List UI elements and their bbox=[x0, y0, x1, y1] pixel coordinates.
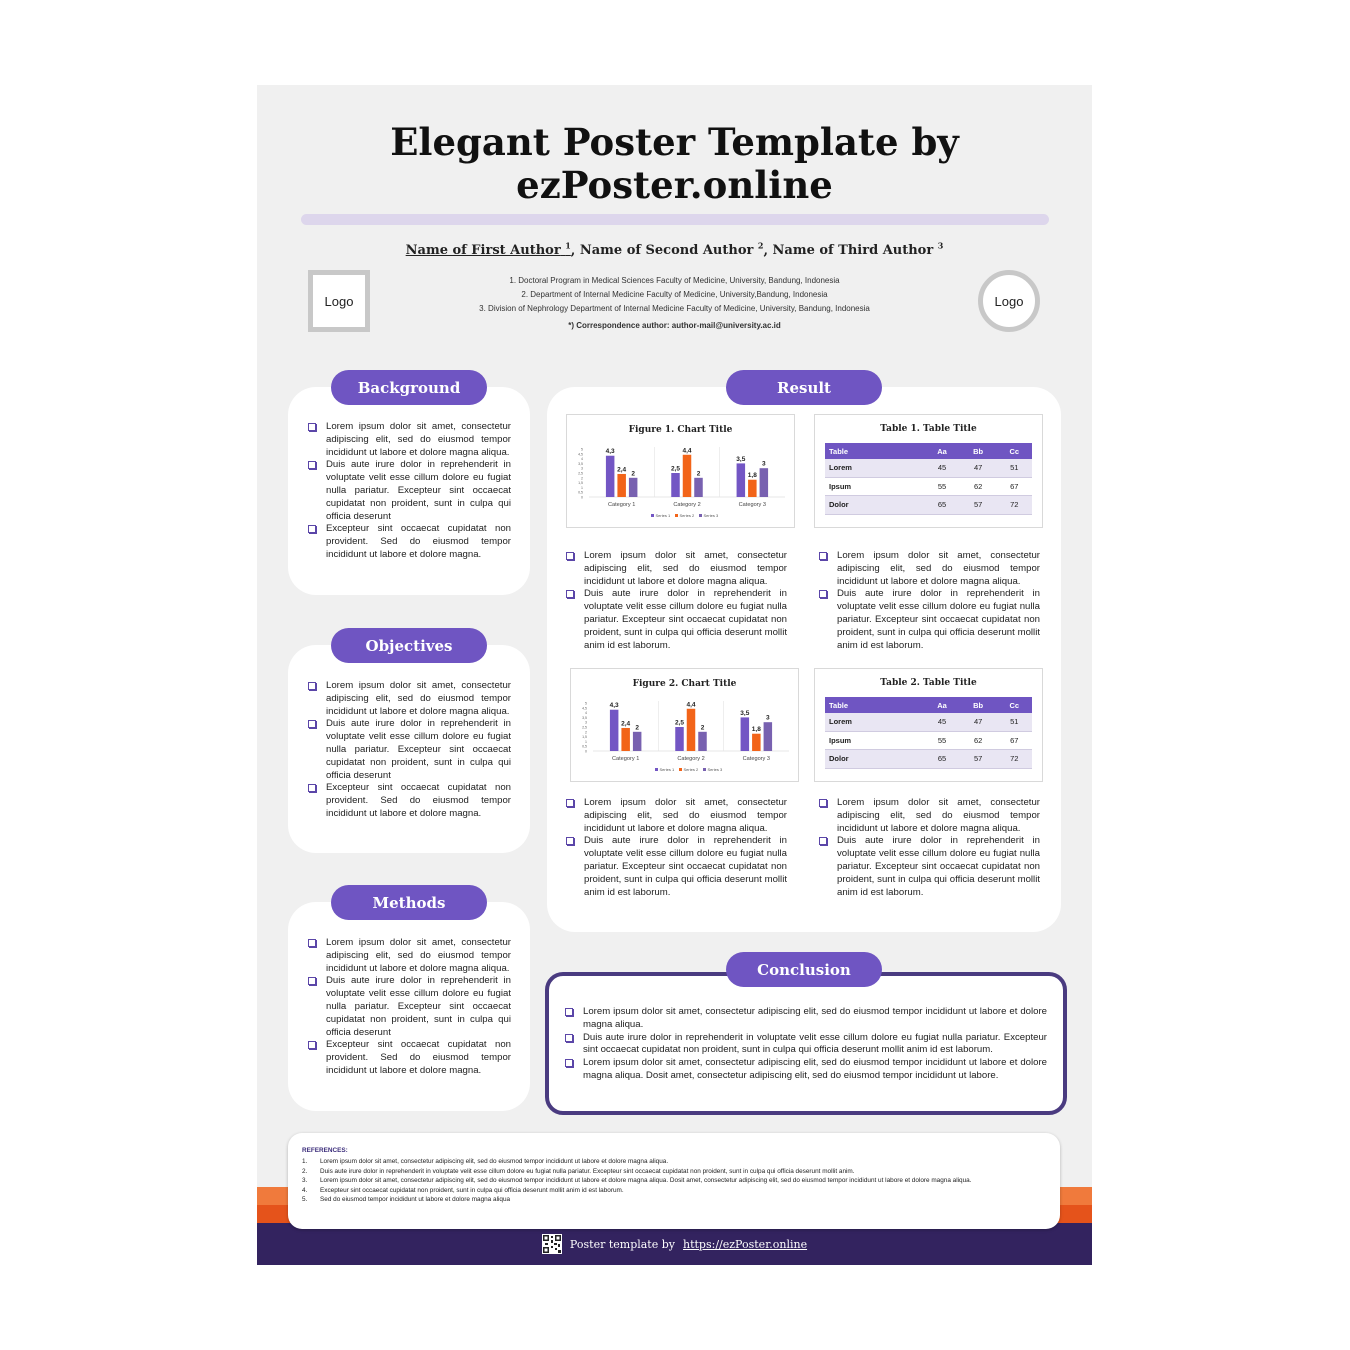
figure-2-title: Figure 2. Chart Title bbox=[632, 679, 737, 689]
bar-series-2 bbox=[748, 480, 757, 497]
list-item: Excepteur sint occaecat cupidatat non provident. Sed do eiusmod tempor incididunt ut labore et dolore magna. bbox=[308, 782, 511, 820]
objectives-heading: Objectives bbox=[331, 628, 487, 663]
legend-label: Series 2 bbox=[679, 513, 695, 518]
list-item: Duis aute irure dolor in reprehenderit in voluptate velit esse cillum dolore eu fugiat nulla pariatur. Excepteur sint occaecat cupidatat non proident, sunt in culpa qui officia deserunt mollit anim id est laborum. bbox=[566, 588, 787, 652]
legend-label: Series 2 bbox=[683, 767, 699, 772]
correspondence: *) Correspondence author: author-mail@university.ac.id bbox=[568, 321, 781, 330]
y-tick-label: 3,5 bbox=[578, 461, 583, 466]
bar-series-3 bbox=[698, 732, 707, 751]
checkbox-icon bbox=[566, 799, 574, 807]
list-item: Excepteur sint occaecat cupidatat non provident. Sed do eiusmod tempor incididunt ut labore et dolore magna. bbox=[308, 523, 511, 561]
table-cell: Ipsum bbox=[825, 477, 924, 496]
bar-series-1 bbox=[606, 456, 615, 497]
y-tick-label: 4 bbox=[581, 457, 583, 462]
background-list bbox=[308, 421, 511, 562]
checkbox-icon bbox=[308, 720, 316, 728]
affiliation-1: 1. Doctoral Program in Medical Sciences Faculty of Medicine, University, Bandung, Indonesia bbox=[509, 276, 840, 285]
table-header-cell: Bb bbox=[960, 443, 997, 459]
y-tick-label: 4,5 bbox=[582, 706, 587, 711]
y-tick-label: 0 bbox=[581, 495, 583, 500]
data-label: 1,8 bbox=[751, 726, 761, 734]
bar-series-1 bbox=[671, 473, 680, 497]
list-item: Lorem ipsum dolor sit amet, consectetur adipiscing elit, sed do eiusmod tempor incididunt ut labore et dolore magna aliqua. bbox=[566, 797, 787, 835]
table-1-title: Table 1. Table Title bbox=[880, 424, 977, 434]
table-cell: 67 bbox=[997, 731, 1032, 750]
methods-heading: Methods bbox=[331, 885, 487, 920]
table-header-cell: Table bbox=[825, 443, 924, 459]
author-2: Name of Second Author $^2$ bbox=[579, 241, 764, 259]
footer-bar bbox=[257, 1223, 1092, 1265]
table-row bbox=[825, 750, 1032, 769]
data-label: 2,4 bbox=[617, 466, 627, 474]
result-text-4 bbox=[819, 797, 1040, 899]
table-cell: Lorem bbox=[825, 459, 924, 477]
author-line: Name of First Author $^1$, Name of Second Author $^2$, Name of Third Author $^3$ bbox=[405, 241, 944, 259]
conclusion-heading: Conclusion bbox=[726, 952, 882, 987]
list-item: Duis aute irure dolor in reprehenderit in voluptate velit esse cillum dolore eu fugiat nulla pariatur. Excepteur sint occaecat cupidatat non proident, sunt in culpa qui officia deserunt bbox=[308, 459, 511, 523]
checkbox-icon bbox=[308, 461, 316, 469]
data-label: 4,4 bbox=[686, 701, 696, 709]
checkbox-icon bbox=[308, 784, 316, 792]
table-header-cell: Table bbox=[825, 697, 924, 713]
y-tick-label: 5 bbox=[581, 447, 583, 452]
table-cell: 55 bbox=[924, 477, 959, 496]
list-item: Lorem ipsum dolor sit amet, consectetur adipiscing elit, sed do eiusmod tempor incididunt ut labore et dolore magna aliqua. bbox=[565, 1006, 1047, 1032]
data-label: 2,5 bbox=[670, 465, 681, 473]
legend-label: Series 3 bbox=[707, 767, 723, 772]
reference-item: 1. Lorem ipsum dolor sit amet, consectetur adipiscing elit, sed do eiusmod tempor incididunt ut labore et dolore magna aliqua. bbox=[302, 1158, 669, 1165]
bar-series-1 bbox=[741, 717, 750, 751]
table-cell: 62 bbox=[960, 731, 997, 750]
y-tick-label: 5 bbox=[585, 701, 587, 706]
data-label: 2,5 bbox=[674, 719, 685, 727]
table-2-title: Table 2. Table Title bbox=[880, 678, 977, 688]
table-row bbox=[825, 713, 1032, 731]
data-label: 3 bbox=[766, 714, 770, 722]
y-tick-label: 2,5 bbox=[582, 725, 587, 730]
result-heading: Result bbox=[726, 370, 882, 405]
list-item: Excepteur sint occaecat cupidatat non provident. Sed do eiusmod tempor incididunt ut labore et dolore magna. bbox=[308, 1039, 511, 1077]
legend-swatch bbox=[651, 514, 654, 517]
legend-label: Series 3 bbox=[703, 513, 719, 518]
checkbox-icon bbox=[566, 552, 574, 560]
table-cell: 57 bbox=[960, 496, 997, 515]
data-label: 3,5 bbox=[740, 709, 750, 717]
bar-series-1 bbox=[610, 710, 619, 751]
data-label: 1,8 bbox=[747, 472, 757, 480]
table-cell: Dolor bbox=[825, 750, 924, 769]
bar-series-3 bbox=[633, 732, 642, 751]
table-cell: 72 bbox=[997, 750, 1032, 769]
table-1 bbox=[814, 414, 1043, 528]
data-label: 2 bbox=[700, 724, 705, 732]
result-text-3 bbox=[566, 797, 787, 899]
result-text-1 bbox=[566, 550, 787, 652]
table-cell: 45 bbox=[924, 713, 959, 731]
table-header-cell: Bb bbox=[960, 697, 997, 713]
checkbox-icon bbox=[565, 1059, 573, 1067]
list-item: Duis aute irure dolor in reprehenderit in voluptate velit esse cillum dolore eu fugiat nulla pariatur. Excepteur sint occaecat cupidatat non proident, sunt in culpa qui officia deserunt mollit anim id est laborum. bbox=[565, 1032, 1047, 1058]
table-cell: 55 bbox=[924, 731, 959, 750]
checkbox-icon bbox=[308, 682, 316, 690]
list-item: Duis aute irure dolor in reprehenderit in voluptate velit esse cillum dolore eu fugiat nulla pariatur. Excepteur sint occaecat cupidatat non proident, sunt in culpa qui officia deserunt mollit anim id est laborum. bbox=[819, 588, 1040, 652]
y-tick-label: 4,5 bbox=[578, 452, 583, 457]
list-item: Duis aute irure dolor in reprehenderit in voluptate velit esse cillum dolore eu fugiat nulla pariatur. Excepteur sint occaecat cupidatat non proident, sunt in culpa qui officia deserunt bbox=[308, 975, 511, 1039]
table-row bbox=[825, 496, 1032, 515]
y-tick-label: 0,5 bbox=[578, 490, 583, 495]
logo-right: Logo bbox=[978, 270, 1040, 332]
data-label: 2 bbox=[635, 724, 639, 732]
legend-swatch bbox=[703, 768, 706, 771]
table-row bbox=[825, 731, 1032, 750]
qr-code-icon bbox=[542, 1234, 562, 1254]
checkbox-icon bbox=[308, 1041, 316, 1049]
list-item: Lorem ipsum dolor sit amet, consectetur adipiscing elit, sed do eiusmod tempor incididunt ut labore et dolore magna aliqua. Dosit amet, consectetur adipiscing elit, sed do eiusmod tempor incididunt ut labore. bbox=[565, 1057, 1047, 1083]
y-tick-label: 2 bbox=[581, 476, 583, 481]
affiliation-2: 2. Department of Internal Medicine Faculty of Medicine, University,Bandung, Indonesia bbox=[521, 290, 828, 299]
legend-swatch bbox=[675, 514, 678, 517]
checkbox-icon bbox=[565, 1034, 573, 1042]
category-label: Category 2 bbox=[673, 502, 701, 508]
legend-swatch bbox=[655, 768, 658, 771]
bar-series-1 bbox=[675, 727, 684, 751]
table-header-cell: Cc bbox=[997, 697, 1032, 713]
table-cell: 45 bbox=[924, 459, 959, 477]
data-label: 3,5 bbox=[736, 455, 746, 463]
table-row bbox=[825, 459, 1032, 477]
affiliation-3: 3. Division of Nephrology Department of Internal Medicine Faculty of Medicine, University, Bandung, Indonesia bbox=[479, 304, 870, 313]
list-item: Lorem ipsum dolor sit amet, consectetur adipiscing elit, sed do eiusmod tempor incididunt ut labore et dolore magna aliqua. bbox=[566, 550, 787, 588]
checkbox-icon bbox=[819, 552, 827, 560]
bar-series-3 bbox=[760, 468, 769, 497]
objectives-list bbox=[308, 680, 511, 821]
table-cell: Ipsum bbox=[825, 731, 924, 750]
reference-item: 5. Sed do eiusmod tempor incididunt ut labore et dolore magna aliqua bbox=[302, 1196, 511, 1204]
bar-series-2 bbox=[752, 734, 761, 751]
bar-series-3 bbox=[764, 722, 773, 751]
list-item: Duis aute irure dolor in reprehenderit in voluptate velit esse cillum dolore eu fugiat nulla pariatur. Excepteur sint occaecat cupidatat non proident, sunt in culpa qui officia deserunt bbox=[308, 718, 511, 782]
checkbox-icon bbox=[566, 590, 574, 598]
checkbox-icon bbox=[308, 525, 316, 533]
list-item: Duis aute irure dolor in reprehenderit in voluptate velit esse cillum dolore eu fugiat nulla pariatur. Excepteur sint occaecat cupidatat non proident, sunt in culpa qui officia deserunt mollit anim id est laborum. bbox=[566, 835, 787, 899]
bar-series-1 bbox=[737, 463, 746, 497]
bar-series-2 bbox=[617, 474, 626, 497]
logo-left: Logo bbox=[308, 270, 370, 332]
table-cell: Lorem bbox=[825, 713, 924, 731]
table-2 bbox=[814, 668, 1043, 782]
bar-series-2 bbox=[687, 709, 696, 751]
title-line-2: ezPoster.online bbox=[516, 163, 833, 207]
affiliations bbox=[407, 274, 942, 333]
checkbox-icon bbox=[308, 423, 316, 431]
figure-2 bbox=[570, 668, 799, 782]
figure-1-chart bbox=[567, 415, 794, 527]
author-1: Name of First Author $^1$ bbox=[405, 241, 571, 259]
table-1-grid bbox=[825, 443, 1032, 515]
table-header-cell: Cc bbox=[997, 443, 1032, 459]
table-cell: 57 bbox=[960, 750, 997, 769]
table-row bbox=[825, 477, 1032, 496]
legend-swatch bbox=[699, 514, 702, 517]
data-label: 2,4 bbox=[621, 720, 631, 728]
references-heading: REFERENCES: bbox=[302, 1147, 348, 1154]
bar-series-3 bbox=[694, 478, 703, 497]
data-label: 2 bbox=[696, 470, 701, 478]
figure-1 bbox=[566, 414, 795, 528]
data-label: 4,3 bbox=[609, 702, 619, 710]
table-cell: 47 bbox=[960, 713, 997, 731]
data-label: 4,3 bbox=[605, 448, 615, 456]
checkbox-icon bbox=[565, 1008, 573, 1016]
list-item: Duis aute irure dolor in reprehenderit in voluptate velit esse cillum dolore eu fugiat nulla pariatur. Excepteur sint occaecat cupidatat non proident, sunt in culpa qui officia deserunt mollit anim id est laborum. bbox=[819, 835, 1040, 899]
checkbox-icon bbox=[308, 939, 316, 947]
data-label: 2 bbox=[631, 470, 635, 478]
category-label: Category 3 bbox=[742, 756, 771, 762]
result-text-2 bbox=[819, 550, 1040, 652]
table-cell: 65 bbox=[924, 750, 959, 769]
checkbox-icon bbox=[566, 837, 574, 845]
list-item: Lorem ipsum dolor sit amet, consectetur adipiscing elit, sed do eiusmod tempor incididunt ut labore et dolore magna aliqua. bbox=[819, 797, 1040, 835]
figure-2-chart bbox=[571, 669, 798, 781]
references-list bbox=[302, 1157, 1050, 1205]
y-tick-label: 3 bbox=[581, 466, 583, 471]
conclusion-card bbox=[545, 972, 1067, 1115]
bar-series-2 bbox=[621, 728, 630, 751]
data-label: 3 bbox=[762, 460, 766, 468]
table-header-row bbox=[825, 443, 1032, 459]
checkbox-icon bbox=[819, 590, 827, 598]
category-label: Category 3 bbox=[738, 502, 767, 508]
table-cell: 67 bbox=[997, 477, 1032, 496]
table-cell: 51 bbox=[997, 713, 1032, 731]
bar-series-2 bbox=[683, 455, 692, 497]
background-heading: Background bbox=[331, 370, 487, 405]
y-tick-label: 1 bbox=[581, 485, 583, 490]
legend-label: Series 1 bbox=[655, 513, 671, 518]
checkbox-icon bbox=[308, 977, 316, 985]
reference-item: 2. Duis aute irure dolor in reprehenderit in voluptate velit esse cillum dolore eu fugiat nulla pariatur. Excepteur sint occaecat cupidatat non proident, sunt in culpa qui officia deserunt mollit anim. bbox=[302, 1167, 855, 1175]
reference-item: 3. Lorem ipsum dolor sit amet, consectetur adipiscing elit, sed do eiusmod tempor incididunt ut labore et dolore magna aliqua. Dosit amet, consectetur adipiscing elit, sed do eiusmod tempor incididunt ut labore et dolore magna aliqua. bbox=[302, 1177, 972, 1185]
table-cell: 72 bbox=[997, 496, 1032, 515]
y-tick-label: 0,5 bbox=[582, 744, 587, 749]
table-cell: 47 bbox=[960, 459, 997, 477]
figure-1-title: Figure 1. Chart Title bbox=[628, 425, 733, 435]
category-label: Category 2 bbox=[677, 756, 705, 762]
checkbox-icon bbox=[819, 799, 827, 807]
list-item: Lorem ipsum dolor sit amet, consectetur adipiscing elit, sed do eiusmod tempor incididunt ut labore et dolore magna aliqua. bbox=[308, 937, 511, 975]
table-2-grid bbox=[825, 697, 1032, 769]
table-header-row bbox=[825, 697, 1032, 713]
legend-label: Series 1 bbox=[659, 767, 675, 772]
methods-list bbox=[308, 937, 511, 1078]
y-tick-label: 1 bbox=[585, 739, 587, 744]
category-label: Category 1 bbox=[611, 756, 640, 762]
author-3: Name of Third Author $^3$ bbox=[772, 241, 944, 259]
poster-title bbox=[257, 121, 1092, 207]
title-underline-bar bbox=[301, 214, 1049, 225]
y-tick-label: 3,5 bbox=[582, 715, 587, 720]
list-item: Lorem ipsum dolor sit amet, consectetur adipiscing elit, sed do eiusmod tempor incididunt ut labore et dolore magna aliqua. bbox=[308, 421, 511, 459]
footer-prefix: Poster template by bbox=[569, 1237, 675, 1251]
table-cell: 65 bbox=[924, 496, 959, 515]
conclusion-list bbox=[565, 1006, 1047, 1083]
y-tick-label: 2 bbox=[585, 730, 587, 735]
list-item: Lorem ipsum dolor sit amet, consectetur adipiscing elit, sed do eiusmod tempor incididunt ut labore et dolore magna aliqua. bbox=[308, 680, 511, 718]
poster bbox=[257, 85, 1092, 1265]
y-tick-label: 0 bbox=[585, 749, 587, 754]
table-cell: 62 bbox=[960, 477, 997, 496]
y-tick-label: 1,5 bbox=[578, 481, 583, 486]
table-header-cell: Aa bbox=[924, 697, 959, 713]
table-cell: 51 bbox=[997, 459, 1032, 477]
list-item: Lorem ipsum dolor sit amet, consectetur adipiscing elit, sed do eiusmod tempor incididunt ut labore et dolore magna aliqua. bbox=[819, 550, 1040, 588]
bar-series-3 bbox=[629, 478, 638, 497]
legend-swatch bbox=[679, 768, 682, 771]
table-header-cell: Aa bbox=[924, 443, 959, 459]
reference-item: 4. Excepteur sint occaecat cupidatat non proident, sunt in culpa qui officia deserunt mollit anim id est laborum. bbox=[302, 1186, 624, 1194]
category-label: Category 1 bbox=[607, 502, 636, 508]
y-tick-label: 2,5 bbox=[578, 471, 583, 476]
data-label: 4,4 bbox=[682, 447, 692, 455]
y-tick-label: 3 bbox=[585, 720, 587, 725]
y-tick-label: 4 bbox=[585, 711, 587, 716]
title-line-1: Elegant Poster Template by bbox=[390, 120, 959, 164]
y-tick-label: 1,5 bbox=[582, 735, 587, 740]
table-cell: Dolor bbox=[825, 496, 924, 515]
references-card bbox=[288, 1133, 1060, 1229]
footer-link[interactable]: https://ezPoster.online bbox=[683, 1237, 808, 1251]
checkbox-icon bbox=[819, 837, 827, 845]
